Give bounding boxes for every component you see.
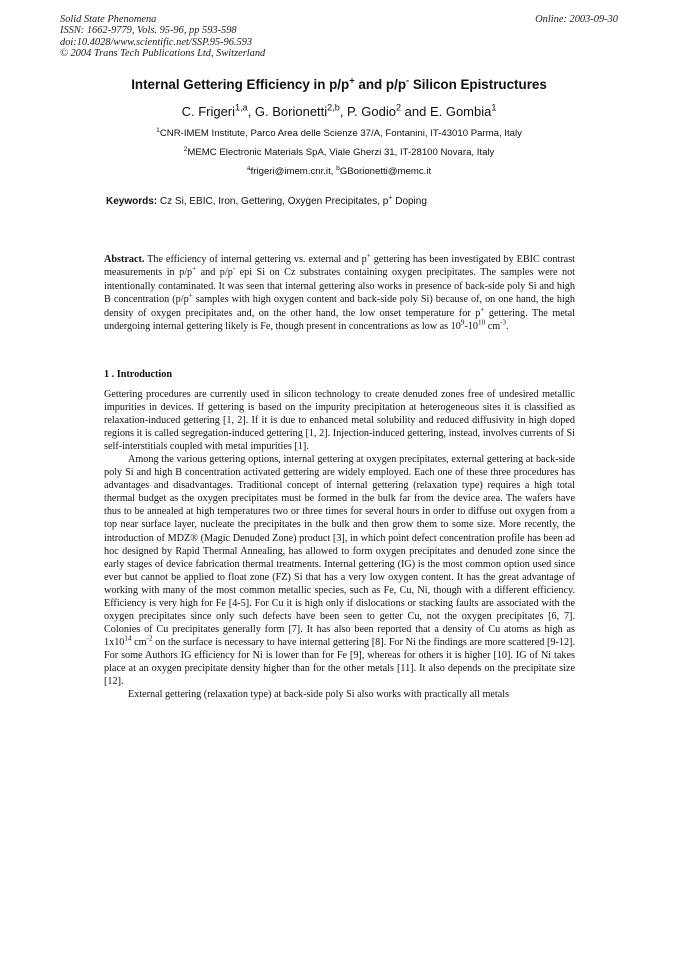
author-emails: $^a$frigeri@imem.cnr.it, $^b$GBorionetti@memc.it: [246, 164, 432, 177]
abstract-label: Abstract.: [104, 254, 145, 265]
introduction-body: [104, 388, 575, 701]
paragraph-1: Gettering procedures are currently used in silicon technology to create denuded zones free of undesired metallic impurities in devices. If gettering is based on the impurity precipitation at heterogeneous sites it is classified as relaxation-induced gettering [1, 2]. If it is due to enhanced metal solubility and reduced diffusivity in high doped regions it is called segregation-induced gettering [1, 2]. Injection-induced gettering, instead, involves currents of Si self-interstitials coupled with metal impurities [1].: [104, 389, 575, 453]
journal-name: Solid State Phenomena: [60, 14, 157, 25]
email-link-a[interactable]: frigeri@imem.cnr.it,: [250, 166, 337, 177]
online-date: Online: 2003-09-30: [535, 14, 618, 25]
issn-line: ISSN: 1662-9779, Vols. 95-96, pp 593-598: [60, 25, 237, 37]
keywords-label: Keywords:: [106, 196, 158, 207]
running-header: [60, 14, 265, 60]
section-heading-introduction: 1 . Introduction: [104, 369, 173, 380]
keywords: Keywords: Cz Si, EBIC, Iron, Gettering, Oxygen Precipitates, p+ Doping: [106, 194, 427, 207]
author-list: C. Frigeri$^{1,a}$, G. Borionetti$^{2,b}$, P. Godio$^2$ and E. Gombia$^1$: [181, 102, 497, 119]
abstract: Abstract. The efficiency of internal gettering vs. external and p+ gettering has been investigated by EBIC contrast measurements in p/p+ and p/p- epi Si on Cz substrates containing oxygen precipitates. The samples were not intentionally contaminated. It was seen that internal gettering also works in presence of back-side poly Si and high B concentration (p/p+ samples with high oxygen content and back-side poly Si) because of, on one hand, the high density of oxygen precipitates and, on the other hand, the low onset temperature for p+ gettering. The metal undergoing internal gettering likely is Fe, though present in concentrations as low as $10^9-10^{10}$ $cm^{-3}$.: [104, 251, 576, 333]
copyright-line: © 2004 Trans Tech Publications Ltd, Switzerland: [60, 48, 266, 60]
affiliation-2: $^2$MEMC Electronic Materials SpA, Viale Gherzi 31, IT-28100 Novara, Italy: [183, 145, 495, 158]
email-link-b[interactable]: GBorionetti@memc.it: [339, 166, 432, 177]
paragraph-2: Among the various gettering options, internal gettering at oxygen precipitates, external gettering at back-side poly Si and high B concentration activated gettering are widely employed. Each one of these three procedures has advantages and disadvantages. Traditional concept of internal gettering (relaxation type) requires a high total thermal budget as the oxygen precipitates must be formed in the bulk far from the device area. The wafers have thus to be annealed at high temperatures two or three times for several hours in order to diffuse out oxygen from a top near surface layer, nucleate the precipitates in the bulk and then grow them to some size. More recently, the introduction of MDZ® (Magic Denuded Zone) product [3], in which point defect concentration profile has been ad hoc designed by Rapid Thermal Annealing, has allowed to form oxygen precipitates and denuded zone since the early stages of device fabrication thermal treatments. Internal gettering (IG) is the most common option used since ever but cannot be applied to float zone (FZ) Si that has a very low oxygen content. It has the great advantage of working with many of the most common metallic species, such as Fe, Cu, Ni, though with a different efficiency. Efficiency is very high for Fe [4-5]. For Cu it is high only if dislocations or stacking faults are associated with the oxygen precipitates since only such defects have been seen to getter Cu, not the oxygen precipitates [6, 7]. Colonies of Cu precipitates generally form [7]. It has also been reported that a density of Cu atoms as high as $1x10^{14}$ $cm^{-2}$ on the surface is necessary to have internal gettering [8]. For Ni the findings are more scattered [9-12]. For some Authors IG efficiency for Ni is lower than for Fe [9], whereas for others it is higher [10]. IG of Ni takes place at an oxygen precipitate density higher than for the other metals [11]. It also depends on the precipitate size [12].: [104, 454, 576, 688]
doi-line[interactable]: doi:10.4028/www.scientific.net/SSP.95-96.593: [60, 36, 253, 48]
paragraph-3: External gettering (relaxation type) at back-side poly Si also works with practically all metals: [128, 689, 510, 701]
paper-title: Internal Gettering Efficiency in p/p+ and p/p- Silicon Epistructures: [131, 75, 547, 92]
affiliation-1: $^1$CNR-IMEM Institute, Parco Area delle Scienze 37/A, Fontanini, IT-43010 Parma, Italy: [156, 126, 522, 139]
